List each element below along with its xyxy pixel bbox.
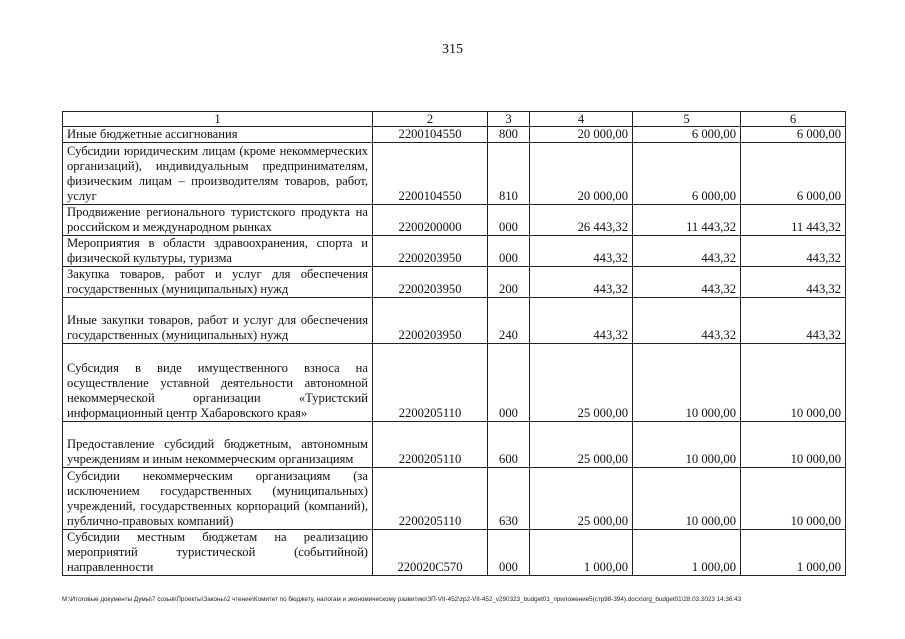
row-amount-year1: 25 000,00 [530,344,633,422]
row-expense-type: 600 [488,422,530,468]
table-row [63,127,846,143]
table-header-row [63,112,846,127]
row-expense-type: 000 [488,236,530,267]
table-row [63,422,846,468]
table-row [63,205,846,236]
row-name: Предоставление субсидий бюджетным, автономным учреждениям и иным некоммерческим организациям [63,422,373,468]
row-expense-type: 810 [488,143,530,205]
row-amount-year1: 443,32 [530,298,633,344]
row-amount-year2: 1 000,00 [633,530,741,576]
row-code: 2200104550 [373,127,488,143]
row-amount-year1: 443,32 [530,267,633,298]
table-row [63,530,846,576]
row-expense-type: 000 [488,530,530,576]
row-code: 2200205110 [373,468,488,530]
row-amount-year2: 10 000,00 [633,344,741,422]
row-amount-year3: 443,32 [741,236,846,267]
row-amount-year2: 10 000,00 [633,422,741,468]
row-expense-type: 000 [488,344,530,422]
budget-table [62,111,846,576]
row-expense-type: 000 [488,205,530,236]
row-name: Мероприятия в области здравоохранения, спорта и физической культуры, туризма [63,236,373,267]
row-amount-year3: 10 000,00 [741,422,846,468]
row-amount-year3: 443,32 [741,298,846,344]
row-expense-type: 800 [488,127,530,143]
row-name: Иные бюджетные ассигнования [63,127,373,143]
row-amount-year2: 6 000,00 [633,143,741,205]
row-amount-year2: 11 443,32 [633,205,741,236]
table-row [63,298,846,344]
column-header: 6 [741,112,846,127]
row-name: Субсидии местным бюджетам на реализацию мероприятий туристической (событийной) направленности [63,530,373,576]
table-row [63,236,846,267]
column-header: 2 [373,112,488,127]
table-row [63,344,846,422]
row-expense-type: 200 [488,267,530,298]
row-code: 2200203950 [373,298,488,344]
row-name: Субсидия в виде имущественного взноса на осуществление уставной деятельности автономной некоммерческой организации «Туристский информационный центр Хабаровского края» [63,344,373,422]
row-code: 2200205110 [373,422,488,468]
row-amount-year1: 26 443,32 [530,205,633,236]
table-row [63,143,846,205]
row-code: 2200104550 [373,143,488,205]
column-header: 5 [633,112,741,127]
row-name: Продвижение регионального туристского продукта на российском и международном рынках [63,205,373,236]
row-amount-year3: 1 000,00 [741,530,846,576]
row-amount-year1: 443,32 [530,236,633,267]
document-path-footer: M:\Итоговые документы Думы\7 созыв\Проекты\Законы\2 чтение\Комитет по бюджету, налогам и экономическому развитию\ЗП-VII-452\zp2-VII-452_v290323_budget01_приложение5(стр98-394).docx\org_budget01\28.03.2023 14:36:43 [62,596,742,603]
row-amount-year2: 443,32 [633,298,741,344]
row-amount-year3: 11 443,32 [741,205,846,236]
row-amount-year3: 6 000,00 [741,127,846,143]
row-amount-year3: 6 000,00 [741,143,846,205]
row-name: Субсидии некоммерческим организациям (за исключением государственных (муниципальных) учреждений, государственных корпораций (компаний), публично-правовых компаний) [63,468,373,530]
row-expense-type: 240 [488,298,530,344]
row-amount-year2: 6 000,00 [633,127,741,143]
row-amount-year2: 443,32 [633,236,741,267]
row-amount-year1: 25 000,00 [530,422,633,468]
row-code: 2200200000 [373,205,488,236]
row-amount-year1: 20 000,00 [530,143,633,205]
row-code: 2200203950 [373,236,488,267]
column-header: 4 [530,112,633,127]
row-amount-year1: 1 000,00 [530,530,633,576]
table-row [63,267,846,298]
row-amount-year3: 10 000,00 [741,344,846,422]
row-code: 2200205110 [373,344,488,422]
row-amount-year3: 443,32 [741,267,846,298]
row-expense-type: 630 [488,468,530,530]
row-amount-year2: 443,32 [633,267,741,298]
row-amount-year1: 20 000,00 [530,127,633,143]
row-name: Иные закупки товаров, работ и услуг для обеспечения государственных (муниципальных) нужд [63,298,373,344]
column-header: 3 [488,112,530,127]
row-amount-year3: 10 000,00 [741,468,846,530]
table-row [63,468,846,530]
column-header: 1 [63,112,373,127]
row-amount-year2: 10 000,00 [633,468,741,530]
row-amount-year1: 25 000,00 [530,468,633,530]
row-name: Закупка товаров, работ и услуг для обеспечения государственных (муниципальных) нужд [63,267,373,298]
row-code: 220020С570 [373,530,488,576]
page-number: 315 [442,42,463,57]
row-code: 2200203950 [373,267,488,298]
row-name: Субсидии юридическим лицам (кроме некоммерческих организаций), индивидуальным предпринимателям, физическим лицам – производителям товаров, работ, услуг [63,143,373,205]
